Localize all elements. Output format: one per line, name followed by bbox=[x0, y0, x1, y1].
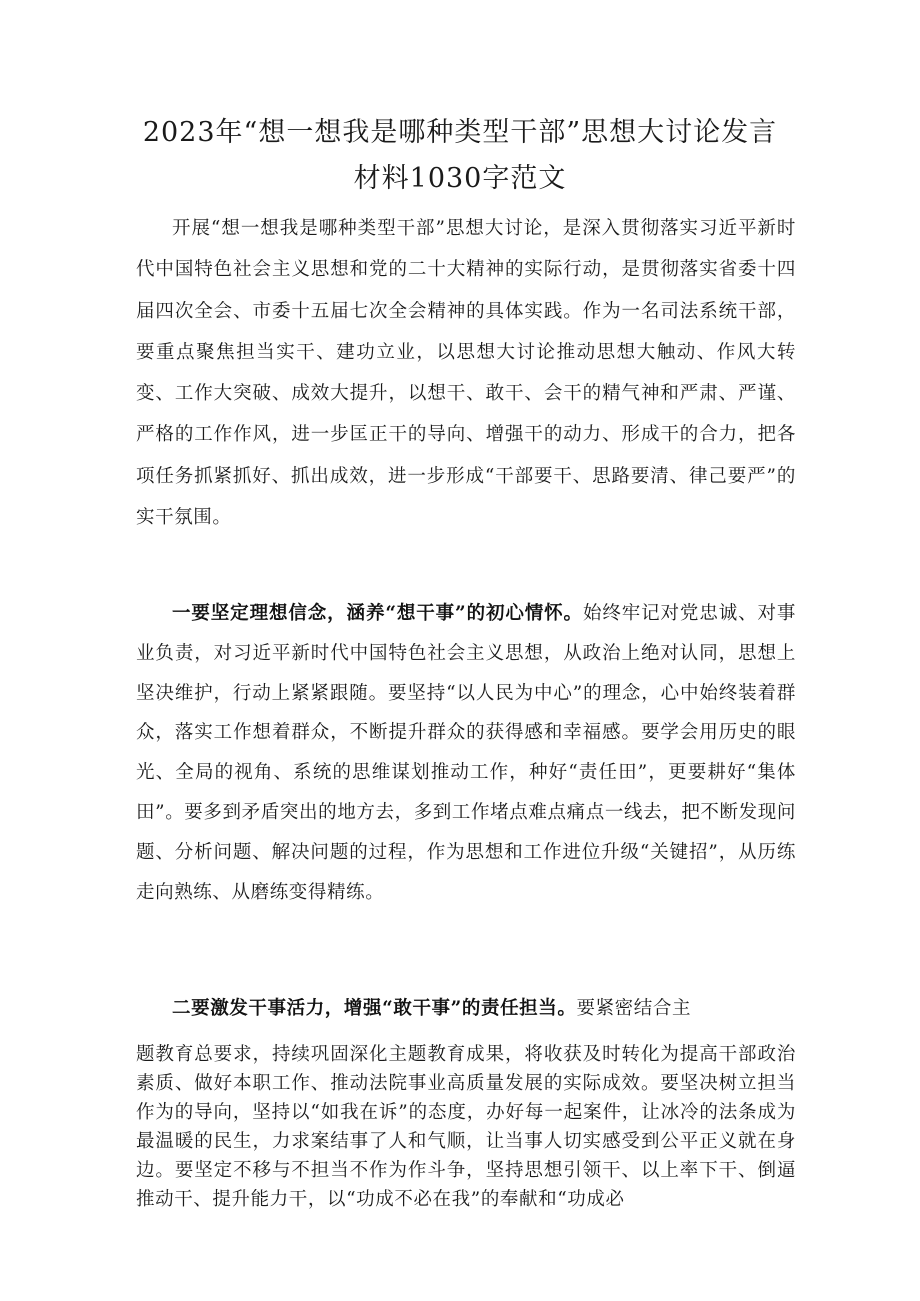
document-title-line1: 2023年“想一想我是哪种类型干部”思想大讨论发言 bbox=[142, 117, 778, 148]
section-two-body-start: 要紧密结合主 bbox=[576, 998, 692, 1019]
section-two-heading: 二要激发干事活力，增强“敢干事”的责任担当。 bbox=[172, 998, 577, 1019]
document-title-line2: 材料1030字范文 bbox=[353, 163, 567, 194]
paragraph-section-one bbox=[136, 594, 796, 912]
paragraph-section-two-first-line bbox=[172, 989, 796, 1029]
section-one-heading: 一要坚定理想信念，涵养“想干事”的初心情怀。 bbox=[172, 603, 583, 624]
section-one-body: 始终牢记对党忠诚、对事业负责，对习近平新时代中国特色社会主义思想，从政治上绝对认同，思想上坚决维护，行动上紧紧跟随。要坚持“以人民为中心”的理念，心中始终装着群众，落实工作想着群众，不断提升群众的获得感和幸福感。要学会用历史的眼光、全局的视角、系统的思维谋划推动工作，种好“责任田”，更要耕好“集体田”。要多到矛盾突出的地方去，多到工作堵点难点痛点一线去，把不断发现问题、分析问题、解决问题的过程，作为思想和工作进位升级“关键招”，从历练走向熟练、从磨练变得精练。 bbox=[136, 603, 796, 903]
paragraph-intro: 开展“想一想我是哪种类型干部”思想大讨论，是深入贯彻落实习近平新时代中国特色社会主义思想和党的二十大精神的实际行动，是贯彻落实省委十四届四次全会、市委十五届七次全会精神的具体实践。作为一名司法系统干部，要重点聚焦担当实干、建功立业，以思想大讨论推动思想大触动、作风大转变、工作大突破、成效大提升，以想干、敢干、会干的精气神和严肃、严谨、严格的工作作风，进一步匡正干的导向、增强干的动力、形成干的合力，把各项任务抓紧抓好、抓出成效，进一步形成“干部要干、思路要清、律己要严”的实干氛围。 bbox=[136, 218, 796, 529]
paragraph-section-two-body: 题教育总要求，持续巩固深化主题教育成果，将收获及时转化为提高干部政治素质、做好本职工作、推动法院事业高质量发展的实际成效。要坚决树立担当作为的导向，坚持以“如我在诉”的态度，办好每一起案件，让冰冷的法条成为最温暖的民生，力求案结事了人和气顺，让当事人切实感受到公平正义就在身边。要坚定不移与不担当不作为作斗争，坚持思想引领干、以上率下干、倒逼推动干、提升能力干，以“功成不必在我”的奉献和“功成必 bbox=[136, 1044, 796, 1210]
